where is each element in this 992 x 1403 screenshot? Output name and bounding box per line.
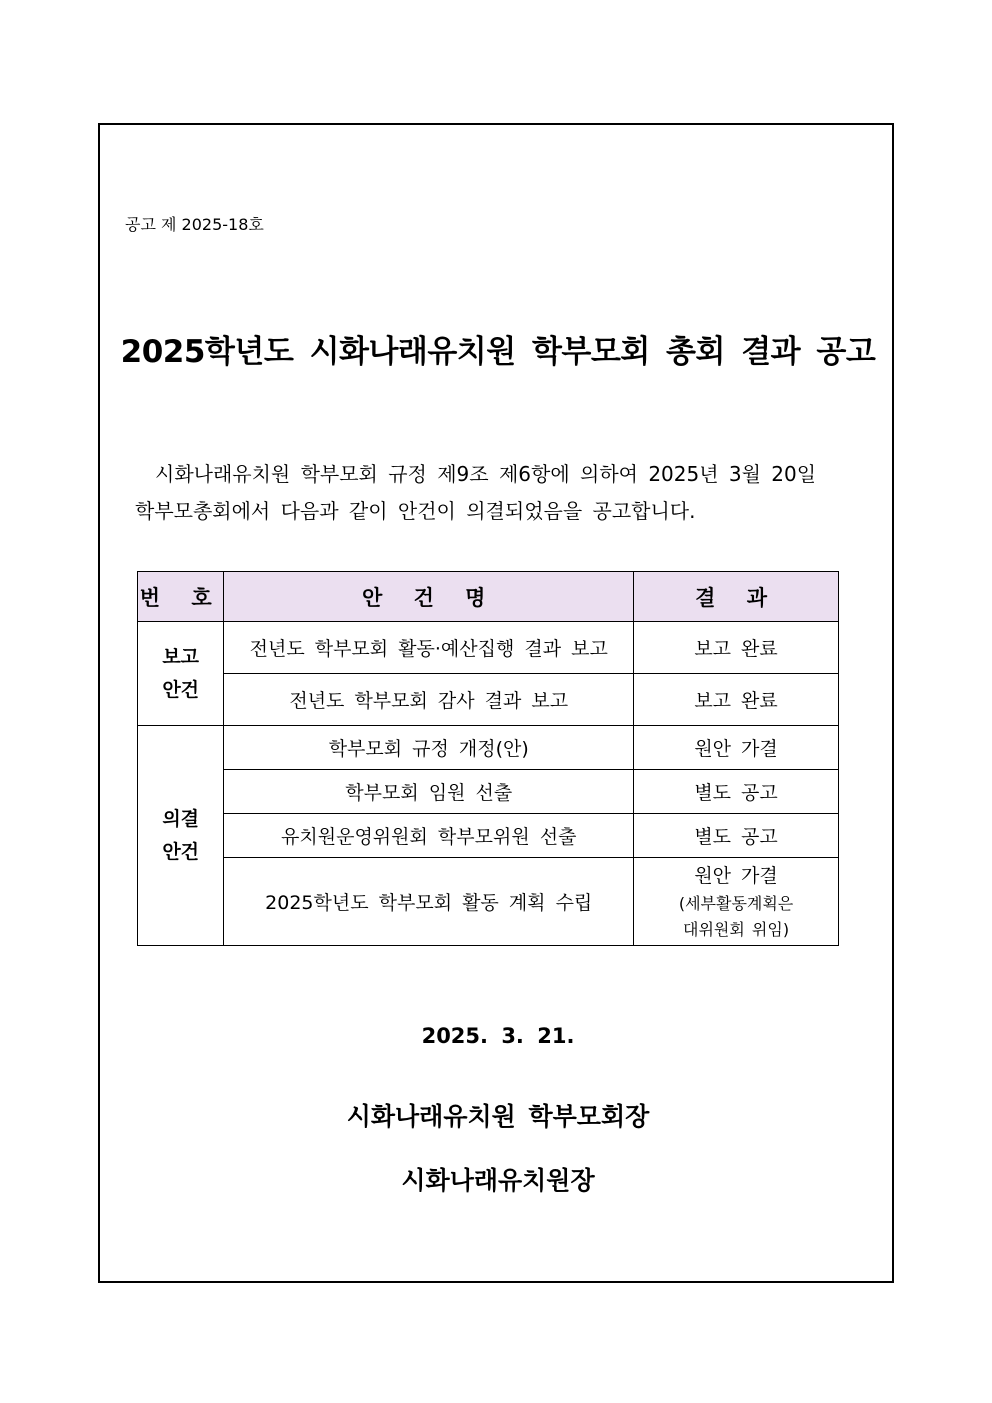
body-line-1: 시화나래유치원 학부모회 규정 제9조 제6항에 의하여 2025년 3월 20일: [155, 462, 817, 486]
agenda-name-cell: 유치원운영위원회 학부모위원 선출: [224, 814, 634, 858]
result-cell: 별도 공고: [634, 814, 839, 858]
agenda-name-cell: 전년도 학부모회 감사 결과 보고: [224, 674, 634, 726]
group-label-line: 안건: [162, 840, 200, 863]
document-title: 2025학년도 시화나래유치원 학부모회 총회 결과 공고: [120, 334, 876, 370]
notice-body: [135, 456, 887, 530]
result-cell: 보고 완료: [634, 674, 839, 726]
agenda-name-cell: 전년도 학부모회 활동·예산집행 결과 보고: [224, 622, 634, 674]
table-row: [138, 814, 839, 858]
group-label-report: [138, 622, 224, 726]
signer-parent-association-chair: 시화나래유치원 학부모회장: [346, 1102, 650, 1131]
table-row: [138, 726, 839, 770]
header-result: 결 과: [634, 572, 839, 622]
group-label-resolution: [138, 726, 224, 946]
result-cell: 별도 공고: [634, 770, 839, 814]
header-number: 번 호: [138, 572, 224, 622]
result-main: 원안 가결: [694, 864, 778, 887]
header-agenda-name: 안 건 명: [224, 572, 634, 622]
result-cell: [634, 858, 839, 946]
agenda-table: [137, 571, 839, 946]
signer-kindergarten-principal: 시화나래유치원장: [401, 1166, 595, 1195]
group-label-line: 안건: [162, 678, 200, 701]
table-row: [138, 674, 839, 726]
body-line-2: 학부모총회에서 다음과 같이 안건이 의결되었음을 공고합니다.: [135, 499, 696, 523]
result-cell: 원안 가결: [634, 726, 839, 770]
notice-date: 2025. 3. 21.: [421, 1024, 575, 1048]
result-cell: 보고 완료: [634, 622, 839, 674]
agenda-name-cell: 학부모회 임원 선출: [224, 770, 634, 814]
group-label-line: 보고: [162, 645, 200, 668]
result-note-line-2: 대위원회 위임): [683, 919, 790, 939]
notice-number: 공고 제 2025-18호: [125, 215, 264, 234]
table-row: [138, 858, 839, 946]
table-row: [138, 622, 839, 674]
table-header-row: [138, 572, 839, 622]
result-note-line-1: (세부활동계획은: [678, 893, 794, 913]
agenda-name-cell: 학부모회 규정 개정(안): [224, 726, 634, 770]
group-label-line: 의결: [162, 807, 200, 830]
agenda-name-cell: 2025학년도 학부모회 활동 계획 수립: [224, 858, 634, 946]
table-row: [138, 770, 839, 814]
